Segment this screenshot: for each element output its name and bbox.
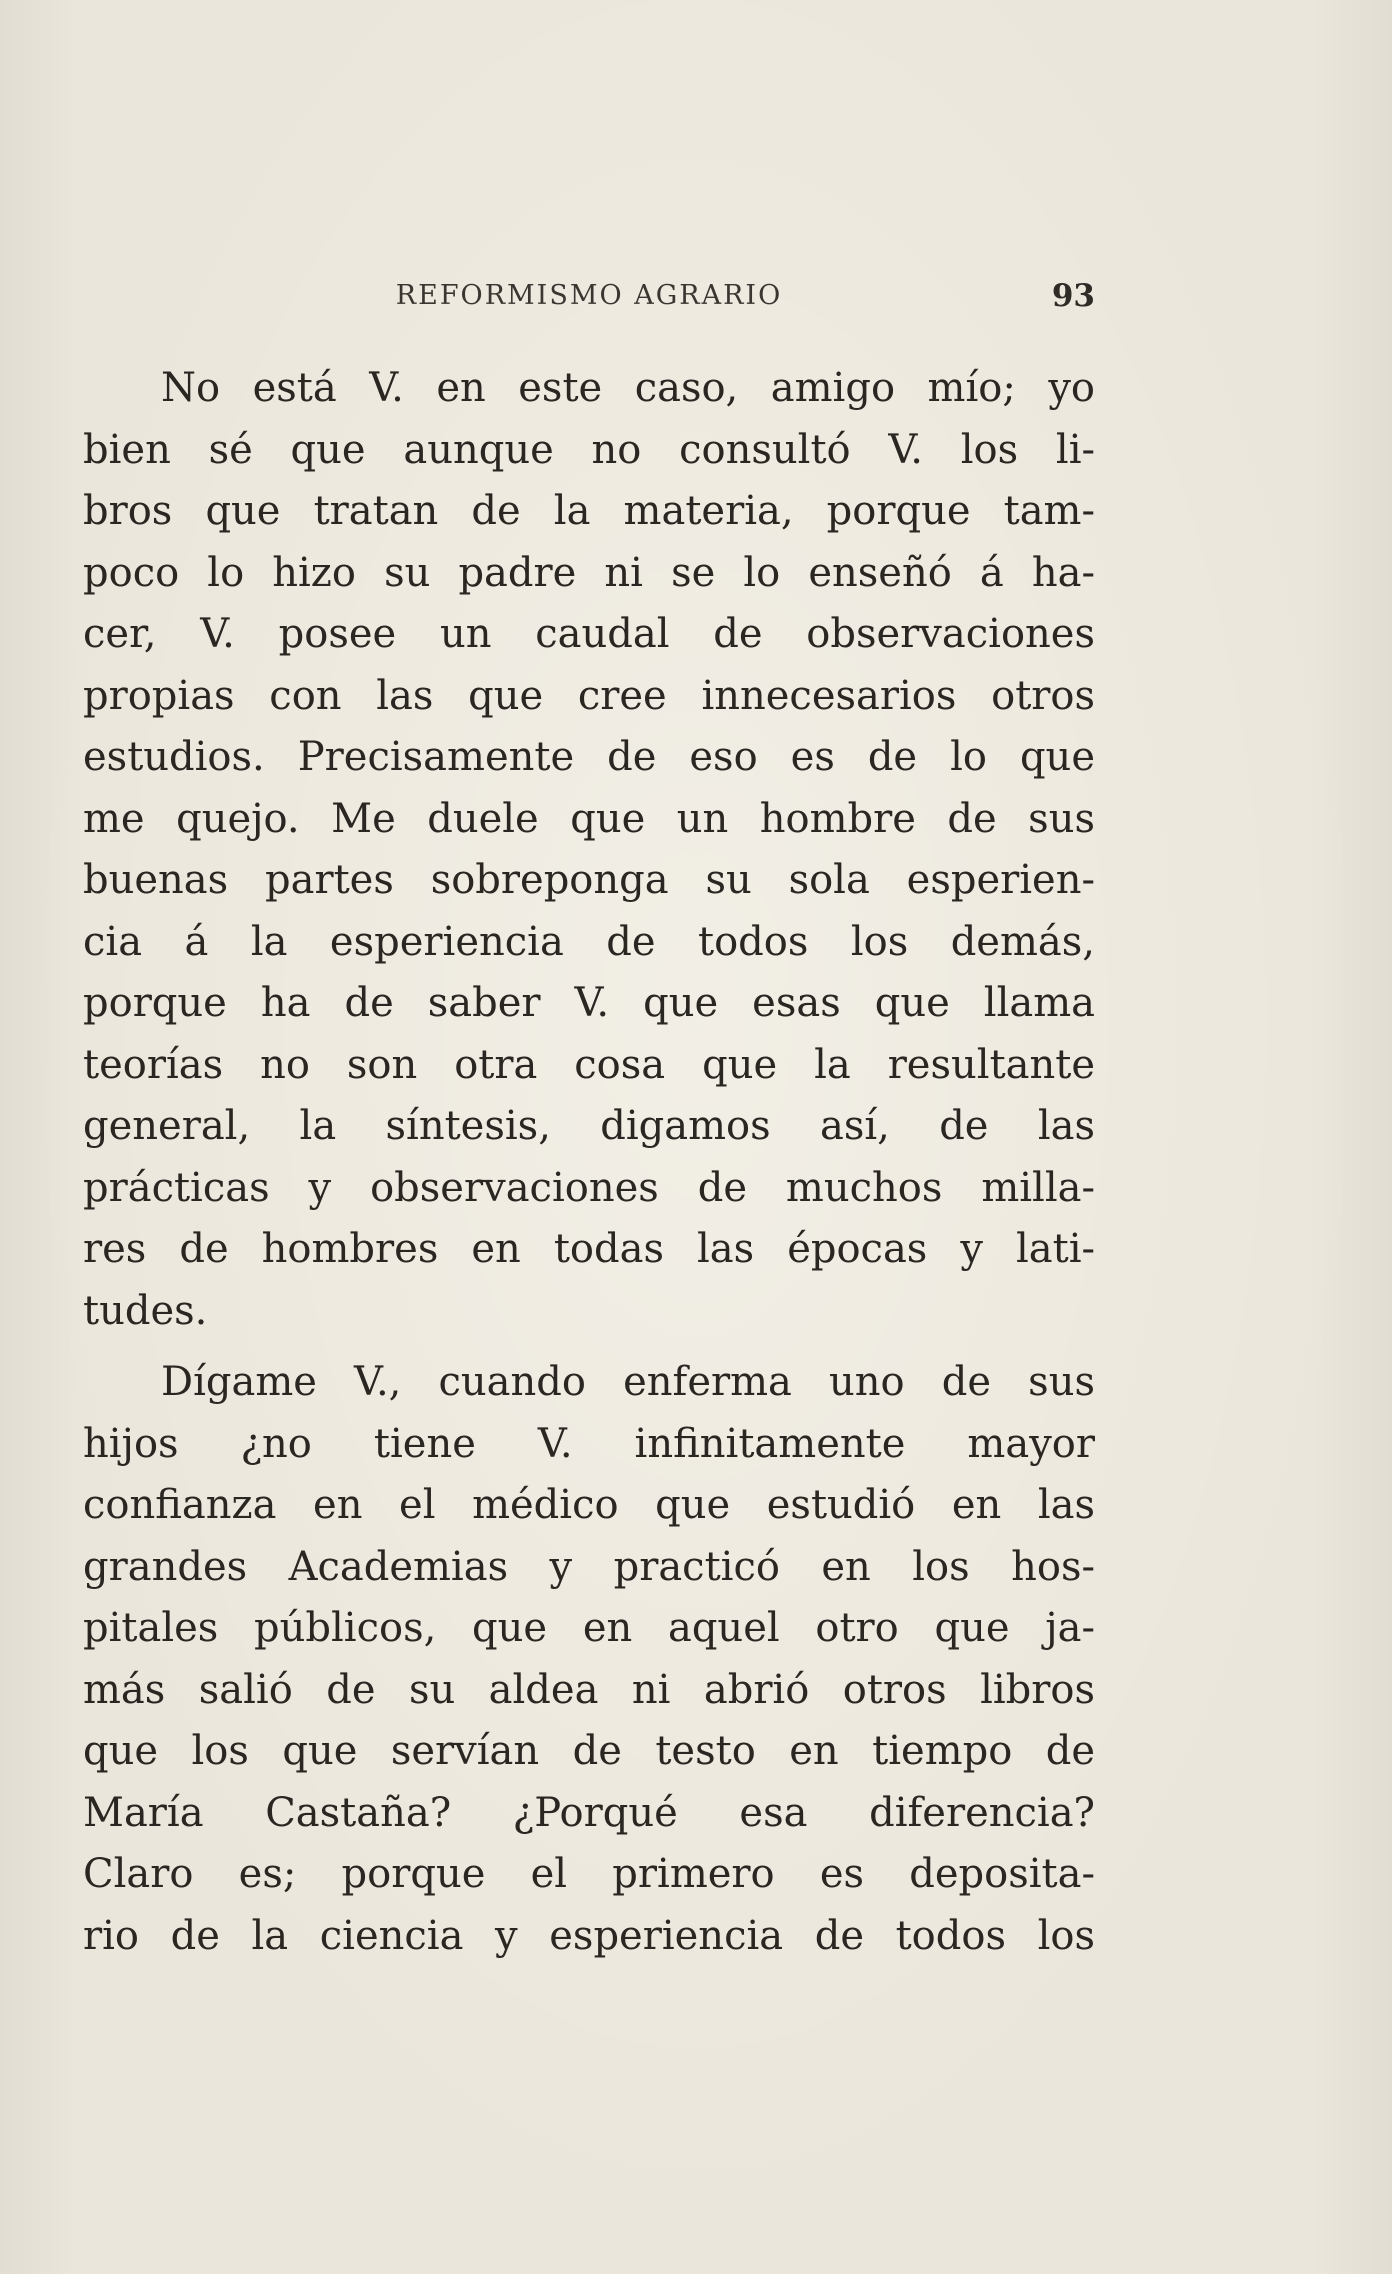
text-line: teorías no son otra cosa que la resultante	[83, 1041, 1095, 1088]
text-line: tudes.	[83, 1287, 208, 1334]
text-line: general, la síntesis, digamos así, de las	[83, 1103, 1095, 1149]
page-number: 93	[1051, 278, 1095, 314]
text-line: que los que servían de testo en tiempo de	[83, 1728, 1095, 1774]
text-line: bien sé que aunque no consultó V. los li-	[83, 426, 1095, 473]
text-line: pitales públicos, que en aquel otro que ja-	[83, 1605, 1095, 1651]
running-title: REFORMISMO AGRARIO	[395, 280, 783, 311]
text-line: buenas partes sobreponga su sola esperien-	[83, 857, 1095, 903]
text-line: poco lo hizo su padre ni se lo enseñó á ha-	[83, 549, 1095, 596]
text-line: estudios. Precisamente de eso es de lo que	[83, 734, 1095, 780]
text-line: María Castaña? ¿Porqué esa diferencia?	[83, 1789, 1095, 1836]
text-line: me quejo. Me duele que un hombre de sus	[83, 795, 1095, 842]
text-line: prácticas y observaciones de muchos milla-	[83, 1164, 1095, 1211]
text-line: propias con las que cree innecesarios otros	[83, 672, 1095, 719]
text-line: cer, V. posee un caudal de observaciones	[83, 611, 1095, 657]
text-line: confianza en el médico que estudió en las	[83, 1482, 1095, 1528]
text-line: Claro es; porque el primero es deposita-	[83, 1851, 1095, 1897]
paragraph-gap	[83, 1342, 1095, 1352]
text-line: grandes Academias y practicó en los hos-	[83, 1543, 1095, 1590]
body-text	[83, 358, 1095, 1967]
running-head	[83, 276, 1095, 316]
text-line: rio de la ciencia y esperiencia de todos los	[83, 1912, 1095, 1959]
text-line: res de hombres en todas las épocas y lati-	[83, 1226, 1095, 1272]
text-line: bros que tratan de la materia, porque tam-	[83, 488, 1095, 534]
text-line: hijos ¿no tiene V. infinitamente mayor	[83, 1420, 1095, 1467]
text-line: más salió de su aldea ni abrió otros libros	[83, 1666, 1095, 1713]
text-line: Dígame V., cuando enferma uno de sus	[161, 1359, 1095, 1405]
text-line: cia á la esperiencia de todos los demás,	[83, 918, 1095, 965]
text-line: No está V. en este caso, amigo mío; yo	[161, 365, 1095, 411]
text-line: porque ha de saber V. que esas que llama	[83, 980, 1095, 1026]
